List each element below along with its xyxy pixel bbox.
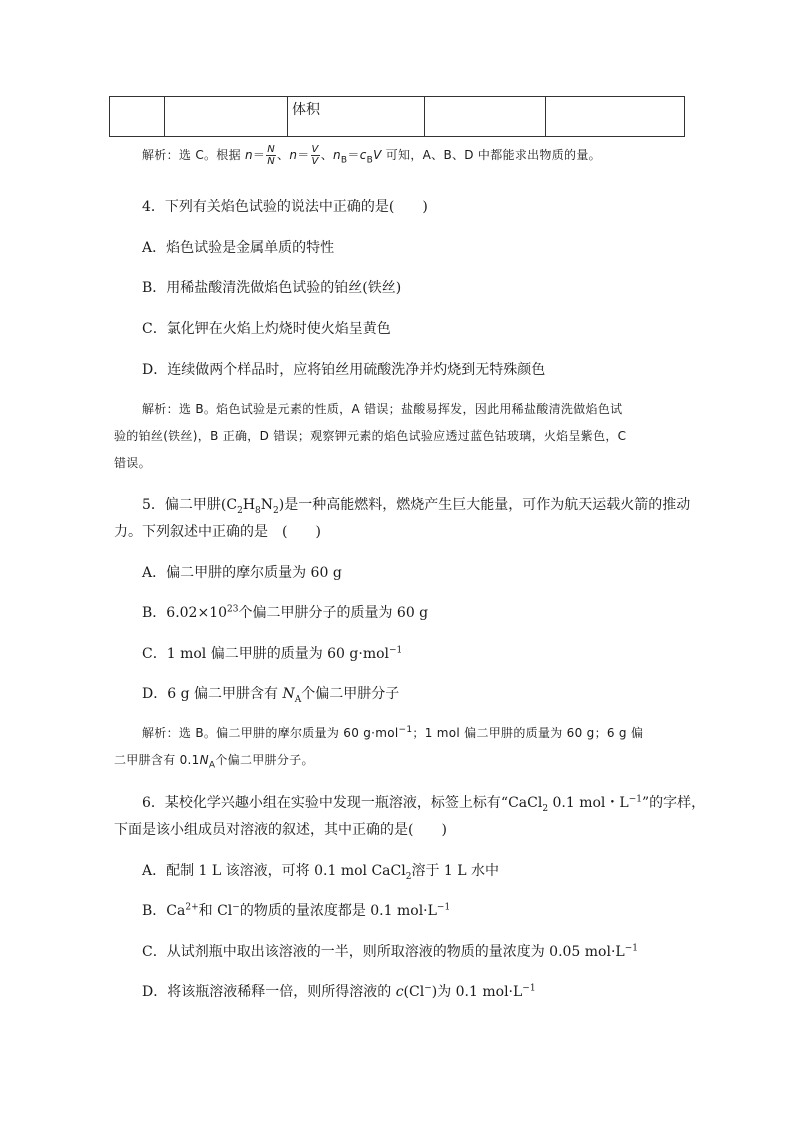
subscript: B xyxy=(340,155,348,166)
subscript: 2 xyxy=(542,803,549,814)
option-text: D．6 g 偏二甲肼含有 xyxy=(142,686,283,702)
question-6-option-b xyxy=(142,900,450,920)
symbol-c: c xyxy=(395,984,404,1000)
stem-text: H xyxy=(242,497,256,513)
subscript: 2 xyxy=(237,505,243,516)
superscript: − xyxy=(424,983,432,994)
stem-text: N xyxy=(260,497,274,513)
table-cell xyxy=(110,97,165,137)
option-text: 溶于 1 L 水中 xyxy=(411,863,500,879)
question-5-option-b xyxy=(142,602,428,622)
question-4-option-a: A．焰色试验是金属单质的特性 xyxy=(142,240,335,256)
subscript: 8 xyxy=(255,505,261,516)
question-4-analysis-line: 错误。 xyxy=(114,456,151,470)
option-text: 个偏二甲肼分子的质量为 60 g xyxy=(238,605,429,621)
question-6-option-a xyxy=(142,860,499,882)
superscript: −1 xyxy=(522,983,536,994)
symbol-nb: n xyxy=(333,148,341,162)
superscript: 2+ xyxy=(185,902,199,913)
analysis-text: 解析：选 C。根据 xyxy=(142,148,246,162)
table-cell-volume: 体积 xyxy=(288,97,425,137)
table-row xyxy=(110,97,685,137)
superscript: −1 xyxy=(389,645,403,656)
symbol-na: N xyxy=(199,753,209,767)
symbol-cb: c xyxy=(359,148,367,162)
frac-denominator: N xyxy=(267,156,276,167)
superscript: −1 xyxy=(628,794,642,805)
option-text: D．将该瓶溶液稀释一倍，则所得溶液的 xyxy=(142,984,396,1000)
option-text: (Cl xyxy=(403,984,425,1000)
question-5-option-a: A．偏二甲肼的摩尔质量为 60 g xyxy=(142,565,342,581)
continued-table xyxy=(109,96,685,137)
option-text: 的物质的量浓度都是 0.1 mol·L xyxy=(239,903,437,919)
question-4-option-d: D．连续做两个样品时，应将铂丝用硫酸洗净并灼烧到无特殊颜色 xyxy=(142,362,546,378)
question-4-option-c: C．氯化钾在火焰上灼烧时使火焰呈黄色 xyxy=(142,321,391,337)
analysis-text: 、 xyxy=(277,148,290,162)
question-4-analysis-line: 验的铂丝(铁丝)，B 正确，D 错误；观察钾元素的焰色试验应透过蓝色钴玻璃，火焰呈紫色，C xyxy=(114,429,627,443)
frac-numerator: N xyxy=(267,144,276,155)
analysis-text: 二甲肼含有 0.1 xyxy=(114,753,200,767)
question-5-option-c xyxy=(142,643,402,663)
frac-denominator: V xyxy=(311,156,319,167)
superscript: −1 xyxy=(398,725,413,735)
option-text: C．从试剂瓶中取出该溶液的一半，则所取溶液的物质的量浓度为 0.05 mol·L xyxy=(142,944,625,960)
question-6-option-c xyxy=(142,941,638,961)
question-4-stem: 4．下列有关焰色试验的说法中正确的是( ) xyxy=(142,199,428,215)
symbol-n: n xyxy=(245,148,253,162)
analysis-text: 可知，A、B、D 中都能求出物质的量。 xyxy=(381,148,601,162)
option-text: B．6.02×10 xyxy=(142,605,228,621)
superscript: 23 xyxy=(227,604,239,615)
subscript: B xyxy=(366,155,374,166)
analysis-text: 个偏二甲肼分子。 xyxy=(215,753,314,767)
analysis-text: 、 xyxy=(320,148,334,162)
superscript: −1 xyxy=(436,902,451,913)
question-5-option-d xyxy=(142,683,399,705)
symbol-n: n xyxy=(289,148,298,162)
question-5-stem-cont: 力。下列叙述中正确的是 ( ) xyxy=(114,524,321,540)
stem-text: ”的字样， xyxy=(641,795,706,811)
table-cell xyxy=(546,97,685,137)
option-text: 和 Cl xyxy=(198,903,233,919)
analysis-text: ；1 mol 偏二甲肼的质量为 60 g；6 g 偏 xyxy=(412,726,644,740)
stem-text: 5．偏二甲肼(C xyxy=(142,497,238,513)
question-5-stem xyxy=(142,494,690,516)
stem-text: 6．某校化学兴趣小组在实验中发现一瓶溶液，标签上标有“CaCl xyxy=(142,795,543,811)
stem-text: )是一种高能燃料，燃烧产生巨大能量，可作为航天运载火箭的推动 xyxy=(278,497,691,513)
analysis-q3: 解析：选 C。根据 n＝ $\frac{N}{N}$ 、n＝ $\frac{V}{V}$ 、$n_B=c_BV$ 可知，A、B、D 中都能求出物质的量。 xyxy=(142,144,601,167)
fraction-v-over-vm xyxy=(311,144,320,167)
question-5-analysis-line xyxy=(114,751,314,770)
fraction-n-over-na xyxy=(266,144,276,167)
table-cell xyxy=(425,97,546,137)
subscript: A xyxy=(294,694,302,705)
symbol-v: V xyxy=(373,148,382,162)
question-4-option-b: B．用稀盐酸清洗做焰色试验的铂丝(铁丝) xyxy=(142,280,402,296)
option-text: B．Ca xyxy=(142,903,186,919)
question-6-stem-cont: 下面是该小组成员对溶液的叙述，其中正确的是( ) xyxy=(114,822,447,838)
question-4-analysis-line: 解析：选 B。焰色试验是元素的性质，A 错误；盐酸易挥发，因此用稀盐酸清洗做焰色试 xyxy=(142,402,623,416)
frac-numerator: V xyxy=(311,144,319,155)
superscript: −1 xyxy=(624,943,638,954)
stem-text: 0.1 mol・L xyxy=(548,795,629,811)
subscript: A xyxy=(208,760,216,771)
option-text: )为 0.1 mol·L xyxy=(431,984,523,1000)
symbol-na: N xyxy=(282,686,295,702)
question-6-option-d xyxy=(142,981,536,1001)
equals: ＝ xyxy=(347,148,360,162)
option-text: C．1 mol 偏二甲肼的质量为 60 g·mol xyxy=(142,646,390,662)
subscript: 2 xyxy=(405,871,412,882)
table-cell xyxy=(165,97,288,137)
question-5-analysis-line xyxy=(142,724,643,741)
subscript: 2 xyxy=(273,505,279,516)
question-6-stem xyxy=(142,792,705,814)
superscript: − xyxy=(232,902,240,913)
analysis-text: 解析：选 B。偏二甲肼的摩尔质量为 60 g·mol xyxy=(142,726,399,740)
option-text: 个偏二甲肼分子 xyxy=(301,686,400,702)
option-text: A．配制 1 L 该溶液，可将 0.1 mol CaCl xyxy=(142,863,406,879)
